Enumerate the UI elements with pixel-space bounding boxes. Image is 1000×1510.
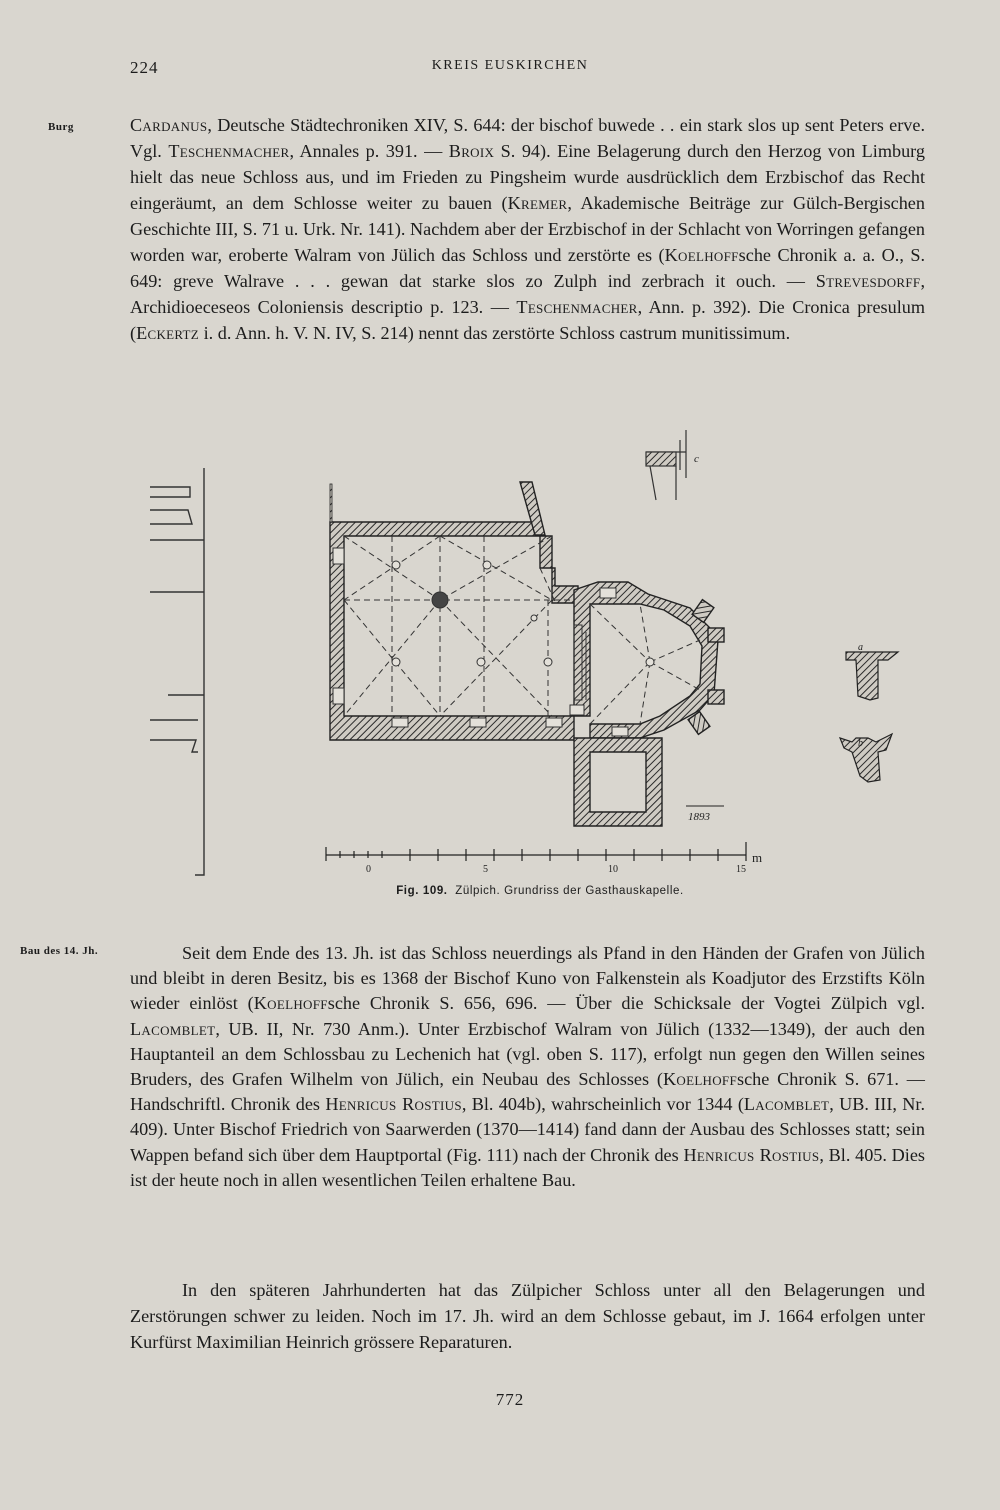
- vault-bosses: [392, 561, 654, 666]
- scale-label-5: 5: [483, 864, 488, 875]
- margin-note-bau: Bau des 14. Jh.: [20, 945, 99, 957]
- detail-b-label: b: [858, 738, 863, 749]
- detail-a-label: a: [858, 642, 863, 653]
- signature-mark: 772: [495, 1390, 525, 1409]
- detail-c-drawing: [646, 430, 686, 500]
- paragraph-3: In den späteren Jahrhunderten hat das Zülpicher Schloss unter all den Belagerungen und Zerstörungen schwer zu leiden. Noch im 17. Jh. wird an dem Schlosse gebaut, im J. 1664 erfolgen unter Kurfürst Maximilian Heinrich grössere Reparaturen.: [130, 1280, 925, 1352]
- drawing-signature: 1893: [688, 811, 710, 823]
- page-number: 224: [130, 58, 159, 77]
- detail-c-label: c: [694, 453, 699, 465]
- detail-a-drawing: [846, 652, 898, 700]
- scale-bar: [326, 842, 746, 861]
- paragraph-2: Seit dem Ende des 13. Jh. ist das Schloss neuerdings als Pfand in den Händen der Grafen von Jülich und bleibt in deren Besitz, bis es 1368 der Bischof Kuno von Falkenstein als Koadjutor des Erzstifts Köln wieder einlöst (Koelhoffsche Chronik S. 656, 696. — Über die Schicksale der Vogtei Zülpich vgl. Lacomblet, UB. II, Nr. 730 Anm.). Unter Erzbischof Walram von Jülich (1332—1349), der auch den Hauptanteil an dem Schlossbau zu Lechenich hat (vgl. oben S. 117), erfolgt nun gegen den Willen seines Bruders, des Grafen Wilhelm von Jülich, ein Neubau des Schlosses (Koelhoffsche Chronik S. 671. — Handschriftl. Chronik des Henricus Rostius, Bl. 404b), wahrscheinlich vor 1344 (Lacomblet, UB. III, Nr. 409). Unter Bischof Friedrich von Saarwerden (1370—1414) fand dann der Ausbau des Schlosses statt; sein Wappen befand sich über dem Hauptportal (Fig. 111) nach der Chronik des Henricus Rostius, Bl. 405. Dies ist der heute noch in allen wesentlichen Teilen erhaltene Bau.: [130, 943, 925, 1190]
- margin-note-burg: Burg: [48, 121, 74, 133]
- paragraph-1: Cardanus, Deutsche Städtechroniken XIV, S. 644: der bischof buwede . . ein stark slos up sent Peters erve. Vgl. Teschenmacher, Annales p. 391. — Broix S. 94). Eine Belagerung durch den Herzog von Limburg hielt das neue Schloss aus, und im Frieden zu Pingsheim wurde ausdrücklich dem Erzbischof das Recht eingeräumt, an dem Schlosse weiter zu bauen (Kremer, Akademische Beiträge zur Gülch-Bergischen Geschichte III, S. 71 u. Urk. Nr. 141). Nachdem aber der Erzbischof in der Schlacht von Worringen gefangen worden war, eroberte Walram von Jülich das Schloss und zerstörte es (Koelhoffsche Chronik a. a. O., S. 649: greve Walrave . . . gewan dat starke slos zo Zulph ind zerbrach it ouch. — Strevesdorff, Archidioeceseos Coloniensis descriptio p. 123. — Teschenmacher, Ann. p. 392). Die Cronica presulum (Eckertz i. d. Ann. h. V. N. IV, S. 214) nennt das zerstörte Schloss castrum munitissimum.: [130, 115, 926, 343]
- scale-label-0: 0: [366, 864, 371, 875]
- wall-profile-drawing: [150, 468, 204, 875]
- scale-label-15: 15: [736, 864, 746, 875]
- scale-label-10: 10: [608, 864, 618, 875]
- running-head: KREIS EUSKIRCHEN: [431, 58, 589, 73]
- figure-caption: Fig. 109. Zülpich. Grundriss der Gasthauskapelle.: [396, 885, 684, 897]
- scale-unit: m: [752, 850, 763, 865]
- detail-b-drawing: [840, 734, 892, 782]
